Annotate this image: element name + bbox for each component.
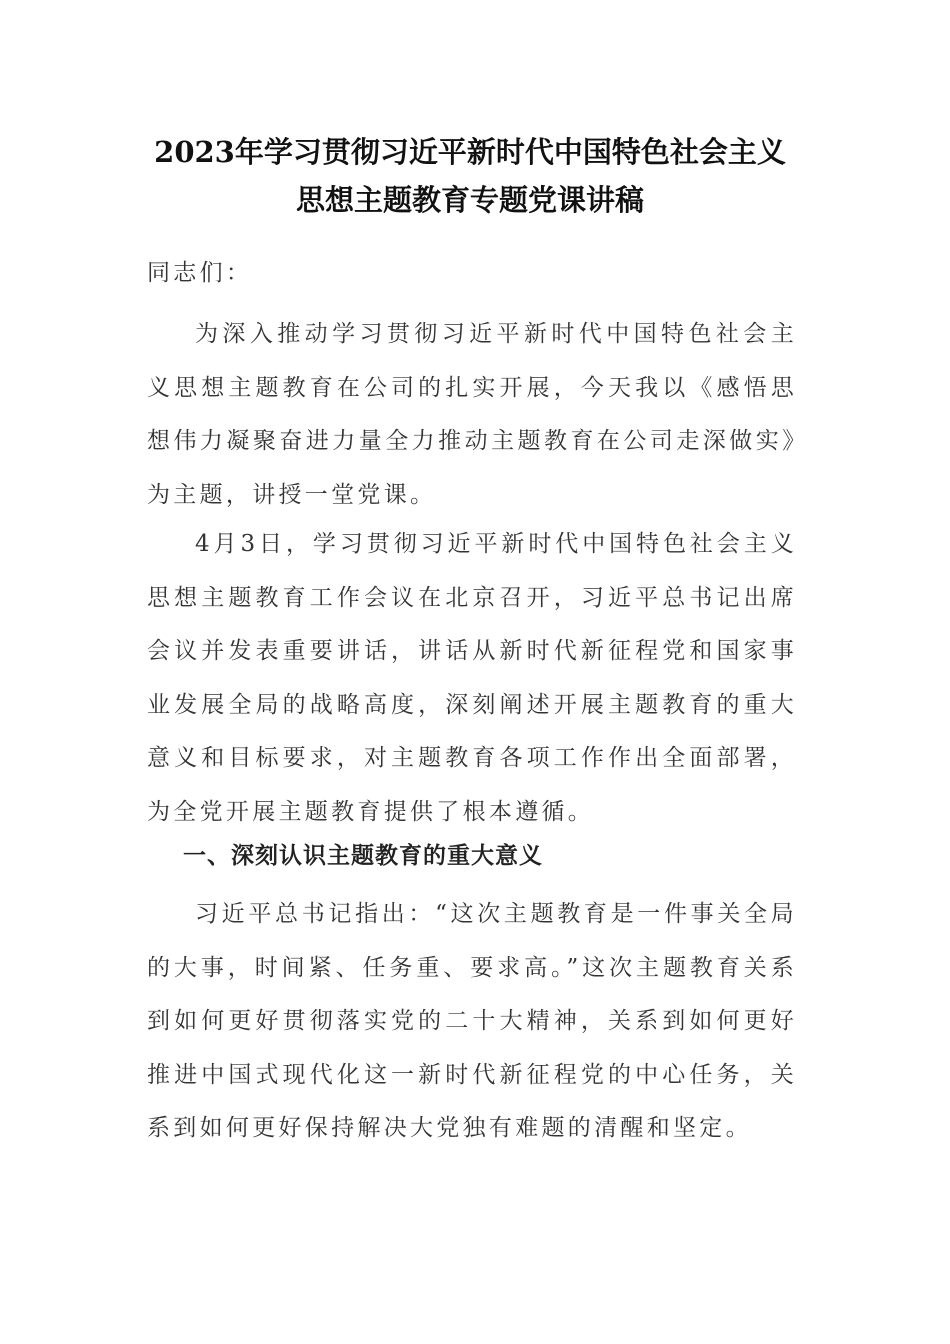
document-title: 2023年学习贯彻习近平新时代中国特色社会主义思想主题教育专题党课讲稿 (154, 135, 786, 217)
intro-paragraph: 为深入推动学习贯彻习近平新时代中国特色社会主义思想主题教育在公司的扎实开展，今天我以《感悟思想伟力凝聚奋进力量全力推动主题教育在公司走深做实》为主题，讲授一堂党课。 (147, 321, 797, 508)
salutation: 同志们： (147, 260, 253, 286)
section-paragraph: 习近平总书记指出：“这次主题教育是一件事关全局的大事，时间紧、任务重、要求高。”这次主题教育关系到如何更好贯彻落实党的二十大精神，关系到如何更好推进中国式现代化这一新时代新征程党的中心任务，关系到如何更好保持解决大党独有难题的清醒和坚定。 (147, 901, 797, 1141)
section-heading: 一、深刻认识主题教育的重大意义 (183, 843, 543, 869)
meeting-paragraph: 4月3日，学习贯彻习近平新时代中国特色社会主义思想主题教育工作会议在北京召开，习近平总书记出席会议并发表重要讲话，讲话从新时代新征程党和国家事业发展全局的战略高度，深刻阐述开展主题教育的重大意义和目标要求，对主题教育各项工作作出全面部署，为全党开展主题教育提供了根本遵循。 (147, 531, 797, 825)
